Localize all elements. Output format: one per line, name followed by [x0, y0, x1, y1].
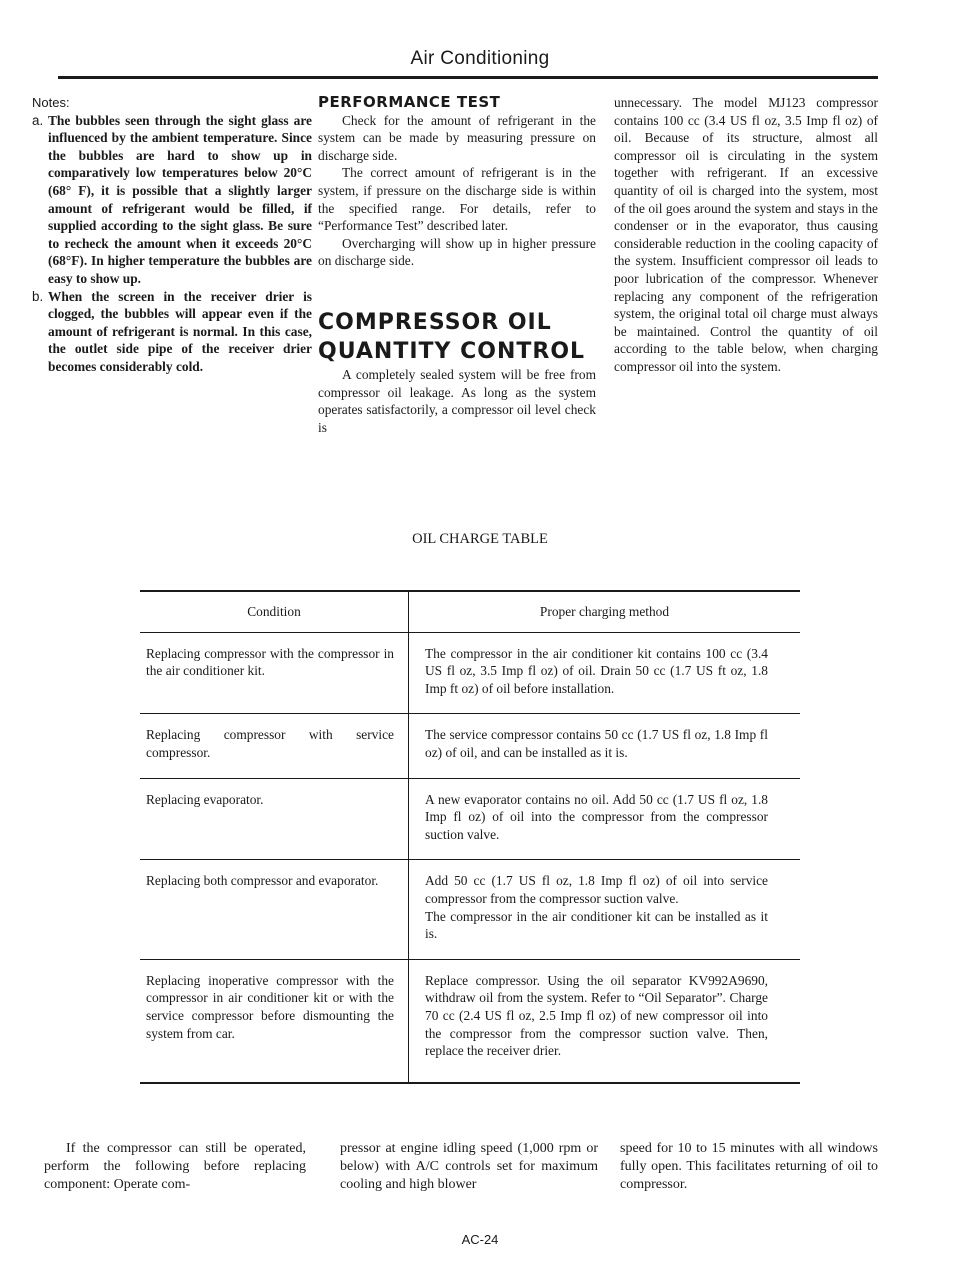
method-text: Add 50 cc (1.7 US fl oz, 1.8 Imp fl oz) of oil into service compressor from the compressor suction valve.: [425, 873, 768, 906]
footer-text-col1: If the compressor can still be operated, perform the following before replacing component: Operate com-: [44, 1141, 306, 1192]
performance-paragraph: Check for the amount of refrigerant in the system can be made by measuring pressure on discharge side.: [318, 112, 596, 163]
compressor-oil-heading: [318, 308, 596, 366]
heading-line: COMPRESSOR OIL: [318, 309, 552, 335]
condition-cell: Replacing both compressor and evaporator.: [140, 860, 409, 959]
footer-text-col3: speed for 10 to 15 minutes with all windows fully open. This facilitates returning of oil to compressor.: [620, 1141, 878, 1192]
table-row: [140, 860, 800, 959]
table-row: [140, 714, 800, 778]
notes-label: Notes:: [32, 95, 70, 110]
table-row: [140, 778, 800, 860]
oil-charge-table-title: OIL CHARGE TABLE: [412, 531, 548, 547]
heading-line: QUANTITY CONTROL: [318, 338, 586, 364]
method-cell: A new evaporator contains no oil. Add 50 cc (1.7 US fl oz, 1.8 Imp fl oz) of oil into the compressor from the compressor suction valve.: [409, 778, 801, 860]
column-header-method: Proper charging method: [409, 591, 801, 632]
condition-cell: Replacing compressor with service compressor.: [140, 714, 409, 778]
note-mark: b.: [32, 288, 44, 304]
method-cell: The service compressor contains 50 cc (1.7 US fl oz, 1.8 Imp fl oz) of oil, and can be installed as it is.: [409, 714, 801, 778]
performance-test-heading: PERFORMANCE TEST: [318, 93, 501, 111]
performance-paragraph: The correct amount of refrigerant is in the system, if pressure on the discharge side is within the specified range. For details, refer to “Performance Test” described later.: [318, 165, 596, 234]
oil-charge-table: [140, 590, 800, 1084]
note-item-b: [32, 288, 312, 376]
column-header-condition: Condition: [140, 591, 409, 632]
table-header-row: [140, 591, 800, 632]
note-text: When the screen in the receiver drier is clogged, the bubbles will appear even if the amount of refrigerant is normal. In this case, the outlet side pipe of the receiver drier becomes considerably cold.: [48, 288, 312, 374]
method-cell: Replace compressor. Using the oil separator KV992A9690, withdraw oil from the system. Refer to “Oil Separator”. Charge 70 cc (2.4 US fl oz, 2.5 Imp fl oz) of new compressor oil into the compressor from the compressor suction valve. Then, replace the receiver drier.: [409, 959, 801, 1082]
condition-cell: Replacing compressor with the compressor in the air conditioner kit.: [140, 632, 409, 714]
table-row: [140, 959, 800, 1082]
middle-column: [318, 94, 596, 436]
notes-column: [32, 94, 312, 376]
table-row: [140, 632, 800, 714]
page-header-title: Air Conditioning: [410, 48, 550, 69]
condition-cell: Replacing evaporator.: [140, 778, 409, 860]
footer-text-col2: pressor at engine idling speed (1,000 rpm or below) with A/C controls set for maximum cooling and high blower: [340, 1141, 598, 1192]
method-text: The compressor in the air conditioner kit can be installed as it is.: [425, 908, 768, 942]
compressor-paragraph-continued: unnecessary. The model MJ123 compressor contains 100 cc (3.4 US fl oz, 3.5 Imp fl oz) of oil. Because of its structure, almost all compressor oil is circulating in the system together with refrigerant. If an excessive quantity of oil is charged into the system, most of the oil goes around the system and stays in the condenser or in the evaporator, thus causing considerable reduction in the cooling capacity of the system. Insufficient compressor oil leads to poor lubrication of the compressor. Whenever replacing any component of the refrigeration system, the original total oil charge must always be maintained. Control the quantity of oil according to the table below, when charging compressor oil into the system.: [614, 95, 878, 374]
method-cell: [409, 860, 801, 959]
note-mark: a.: [32, 112, 44, 128]
performance-paragraph: Overcharging will show up in higher pressure on discharge side.: [318, 235, 596, 269]
note-text: The bubbles seen through the sight glass are influenced by the ambient temperature. Since the bubbles are hard to show up in comparatively low temperatures below 20°C (68° F), it is possible that a slightly larger amount of refrigerant would be filled, if supplied according to the sight glass. Be sure to recheck the amount when it exceeds 20°C (68°F). In higher temperature the bubbles are easy to show up.: [48, 112, 312, 286]
right-column: [614, 94, 878, 376]
header-rule: [58, 76, 878, 79]
note-item-a: [32, 112, 312, 288]
method-cell: The compressor in the air conditioner kit contains 100 cc (3.4 US fl oz, 3.5 Imp fl oz) of oil. Drain 50 cc (1.7 US ft oz, 1.8 Imp ft oz) of oil before installation.: [409, 632, 801, 714]
page-number: AC-24: [461, 1232, 499, 1247]
compressor-paragraph: A completely sealed system will be free from compressor oil leakage. As long as the system operates satisfactorily, a compressor oil level check is: [318, 366, 596, 435]
condition-cell: Replacing inoperative compressor with the compressor in air conditioner kit or with the service compressor before dismounting the system from car.: [140, 959, 409, 1082]
